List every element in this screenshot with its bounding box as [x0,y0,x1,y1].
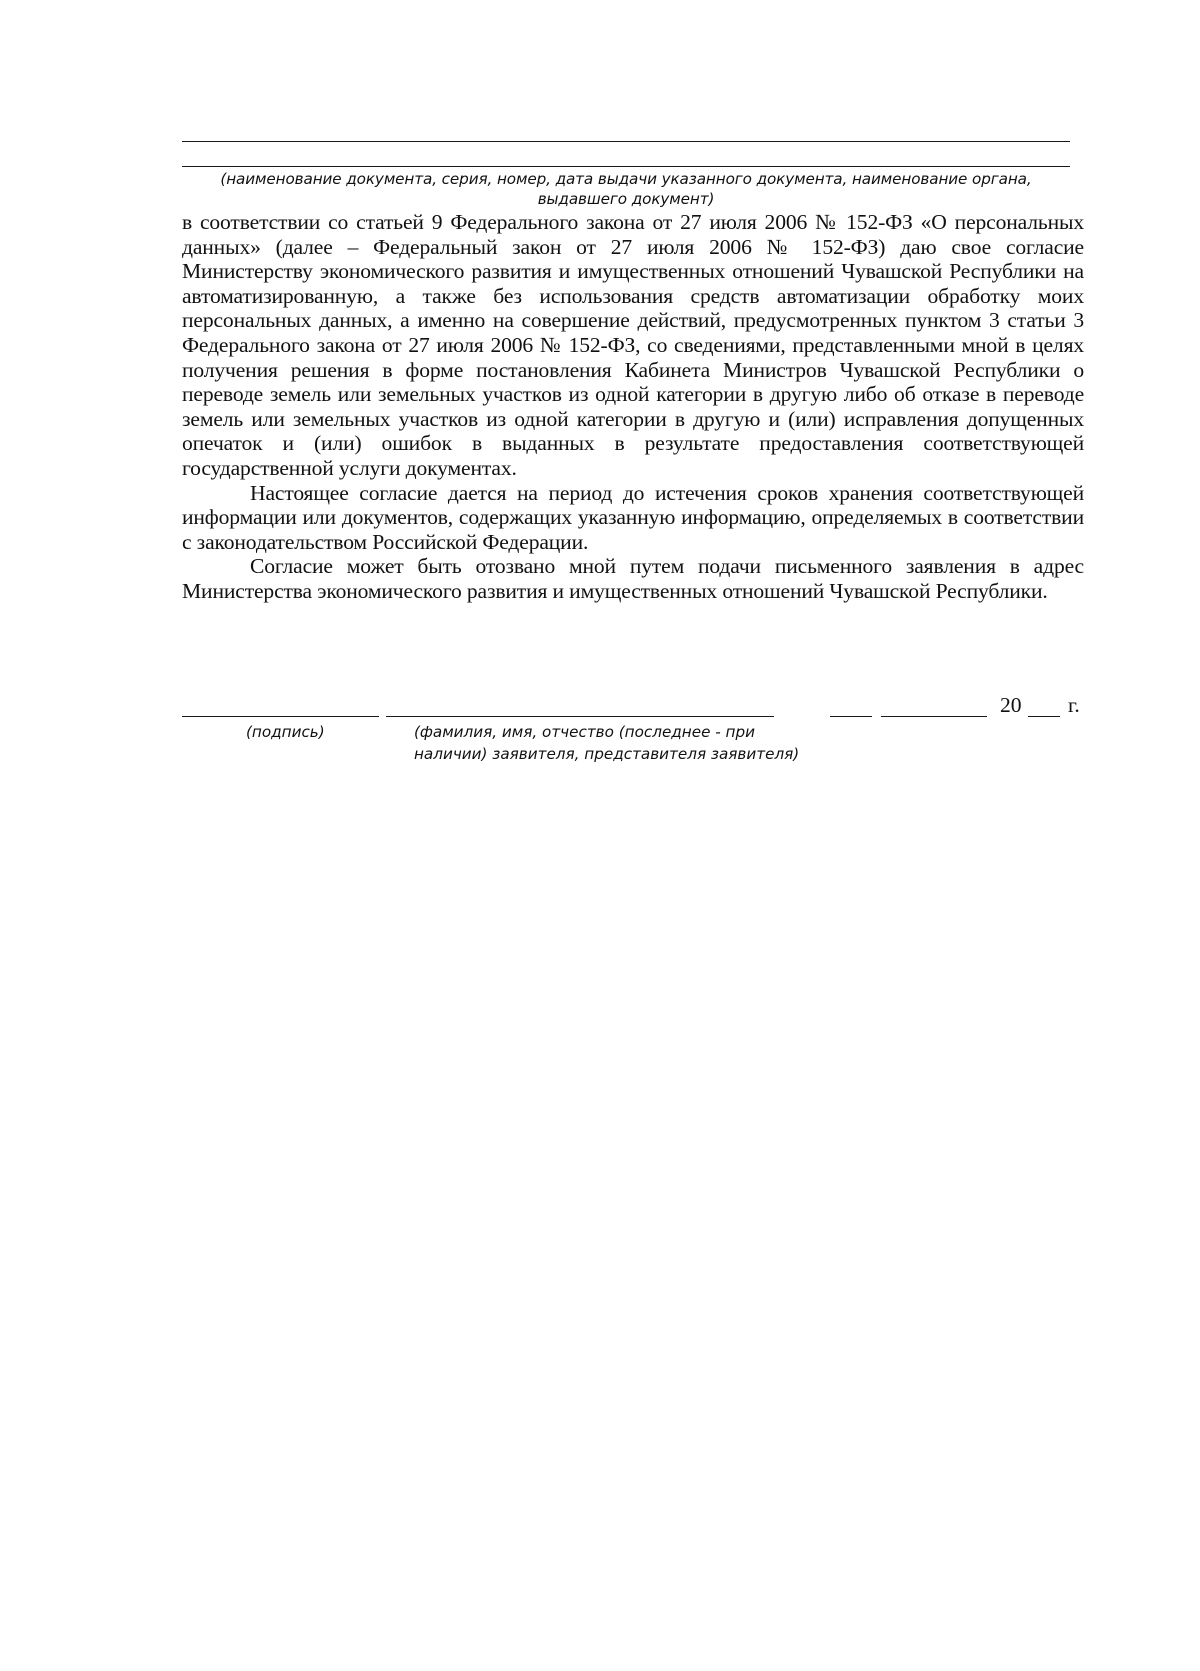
document-details-caption-line-2: выдавшего документ) [537,190,715,208]
document-details-caption-line-1: (наименование документа, серия, номер, дата выдачи указанного документа, наименование органа, [220,170,1032,188]
consent-paragraph-period: Настоящее согласие дается на период до истечения сроков хранения соответствующей информации или документов, содержащих указанную информацию, определяемых в соответствии с законодательством Российской Федерации. [182,480,1084,554]
signature-line [182,716,379,717]
consent-body [182,210,1084,604]
document-details-line-2 [182,166,1070,167]
consent-paragraph-revocation: Согласие может быть отозвано мной путем подачи письменного заявления в адрес Министерства экономического развития и имущественных отношений Чувашской Республики. [182,554,1084,603]
date-day-line [830,716,872,717]
consent-paragraph-main: в соответствии со статьей 9 Федерального закона от 27 июля 2006 № 152-ФЗ «О персональных данных» (далее – Федеральный закон от 27 июля 2006 № 152-ФЗ) даю свое согласие Министерству экономического развития и имущественных отношений Чувашской Республики на автоматизированную, а также без использования средств автоматизации обработку моих персональных данных, а именно на совершение действий, предусмотренных пунктом 3 статьи 3 Федерального закона от 27 июля 2006 № 152-ФЗ, со сведениями, представленными мной в целях получения решения в форме постановления Кабинета Министров Чувашской Республики о переводе земель или земельных участков из одной категории в другую либо об отказе в переводе земель или земельных участков из одной категории в другую и (или) исправления допущенных опечаток и (или) ошибок в выданных в результате предоставления соответствующей государственной услуги документах. [182,210,1084,480]
consent-form-page [182,0,1084,1671]
full-name-caption-line-2: наличии) заявителя, представителя заявителя) [414,745,800,763]
full-name-line [386,716,774,717]
date-year-suffix: г. [1068,693,1080,717]
document-details-line-1 [182,141,1070,142]
date-month-line [881,716,987,717]
date-year-prefix: 20 [1000,693,1022,717]
document-details-caption [182,169,1070,209]
signature-caption: (подпись) [246,723,325,741]
full-name-caption [414,721,834,765]
date-year-line [1028,716,1060,717]
full-name-caption-line-1: (фамилия, имя, отчество (последнее - при [414,723,755,741]
